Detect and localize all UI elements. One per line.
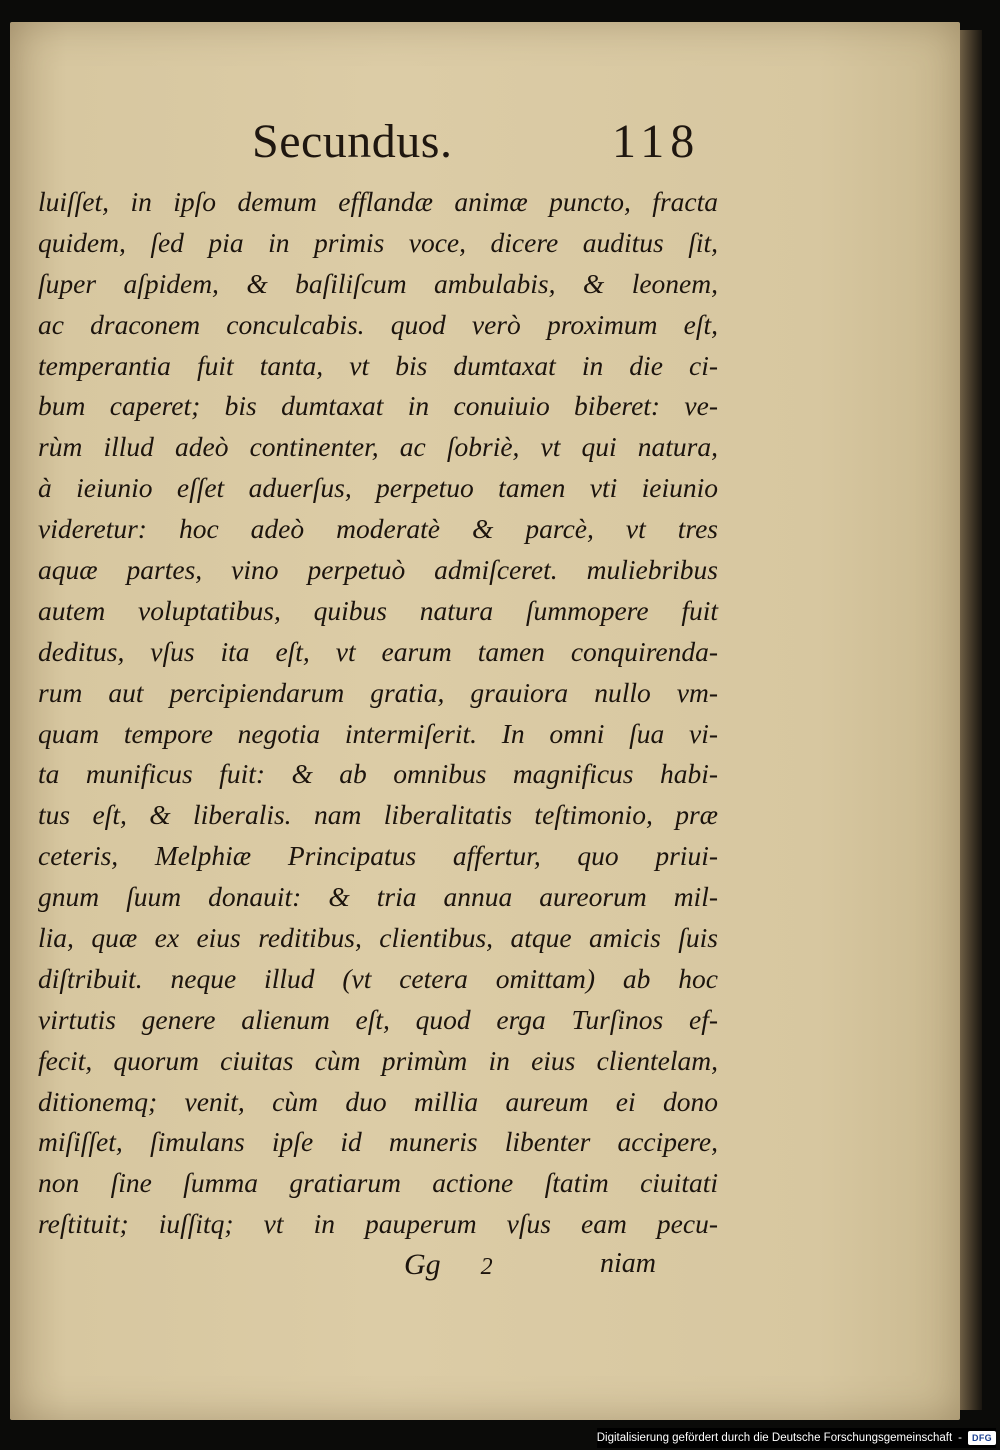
book-page xyxy=(10,22,960,1420)
dfg-logo-text: DFG xyxy=(972,1433,992,1443)
text-line: ſuper aſpidem, & baſiliſcum ambulabis, & leonem, xyxy=(38,267,718,299)
text-line: temperantia fuit tanta, vt bis dumtaxat in die ci- xyxy=(38,349,718,381)
running-head: Secundus. xyxy=(252,115,453,168)
page-edge xyxy=(960,30,982,1410)
text-line: bum caperet; bis dumtaxat in conuiuio biberet: ve- xyxy=(38,390,718,422)
text-line: à ieiunio eſſet aduerſus, perpetuo tamen vti ieiunio xyxy=(38,472,718,504)
text-line: ac draconem conculcabis. quod verò proximum eſt, xyxy=(38,308,718,340)
footer-credit: Digitalisierung gefördert durch die Deutsche Forschungsgemeinschaft xyxy=(596,1432,953,1444)
catchword: niam xyxy=(600,1248,656,1279)
text-line: rùm illud adeò continenter, ac ſobriè, vt qui natura, xyxy=(38,431,718,463)
text-line: diſtribuit. neque illud (vt cetera omittam) ab hoc xyxy=(38,962,718,994)
text-line: rum aut percipiendarum gratia, grauiora nullo vm- xyxy=(38,676,718,708)
text-line: tus eſt, & liberalis. nam liberalitatis teſtimonio, præ xyxy=(38,799,718,831)
text-line: deditus, vſus ita eſt, vt earum tamen conquirenda- xyxy=(38,635,718,667)
signature-letters: Gg xyxy=(404,1248,441,1281)
text-line: quidem, ſed pia in primis voce, dicere auditus ſit, xyxy=(38,226,718,258)
page-number: 118 xyxy=(612,115,701,168)
text-line: virtutis genere alienum eſt, quod erga Turſinos ef- xyxy=(38,1003,718,1035)
text-line: quam tempore negotia intermiſerit. In omni ſua vi- xyxy=(38,717,718,749)
digitization-footer xyxy=(597,1428,996,1448)
text-line: aquæ partes, vino perpetuò admiſceret. muliebribus xyxy=(38,554,718,586)
text-line: reſtituit; iuſſitq; vt in pauperum vſus eam pecu- xyxy=(38,1208,718,1240)
body-text xyxy=(38,182,718,1245)
text-line: videretur: hoc adeò moderatè & parcè, vt tres xyxy=(38,513,718,545)
text-line: ta munificus fuit: & ab omnibus magnificus habi- xyxy=(38,758,718,790)
footer-separator: - xyxy=(958,1432,962,1444)
text-line: autem voluptatibus, quibus natura ſummopere fuit xyxy=(38,594,718,626)
text-line: non ſine ſumma gratiarum actione ſtatim ciuitati xyxy=(38,1167,718,1199)
text-line: miſiſſet, ſimulans ipſe id muneris libenter accipere, xyxy=(38,1126,718,1158)
text-line: ceteris, Melphiæ Principatus affertur, quo priui- xyxy=(38,840,718,872)
signature-number: 2 xyxy=(480,1254,493,1280)
text-line: gnum ſuum donauit: & tria annua aureorum mil- xyxy=(38,881,718,913)
text-line: lia, quæ ex eius reditibus, clientibus, atque amicis ſuis xyxy=(38,922,718,954)
signature-mark xyxy=(404,1248,493,1282)
dfg-logo xyxy=(968,1431,996,1445)
text-line: fecit, quorum ciuitas cùm primùm in eius clientelam, xyxy=(38,1044,718,1076)
text-line: luiſſet, in ipſo demum efflandæ animæ puncto, fracta xyxy=(38,186,718,217)
text-line: ditionemq; venit, cùm duo millia aureum ei dono xyxy=(38,1085,718,1117)
